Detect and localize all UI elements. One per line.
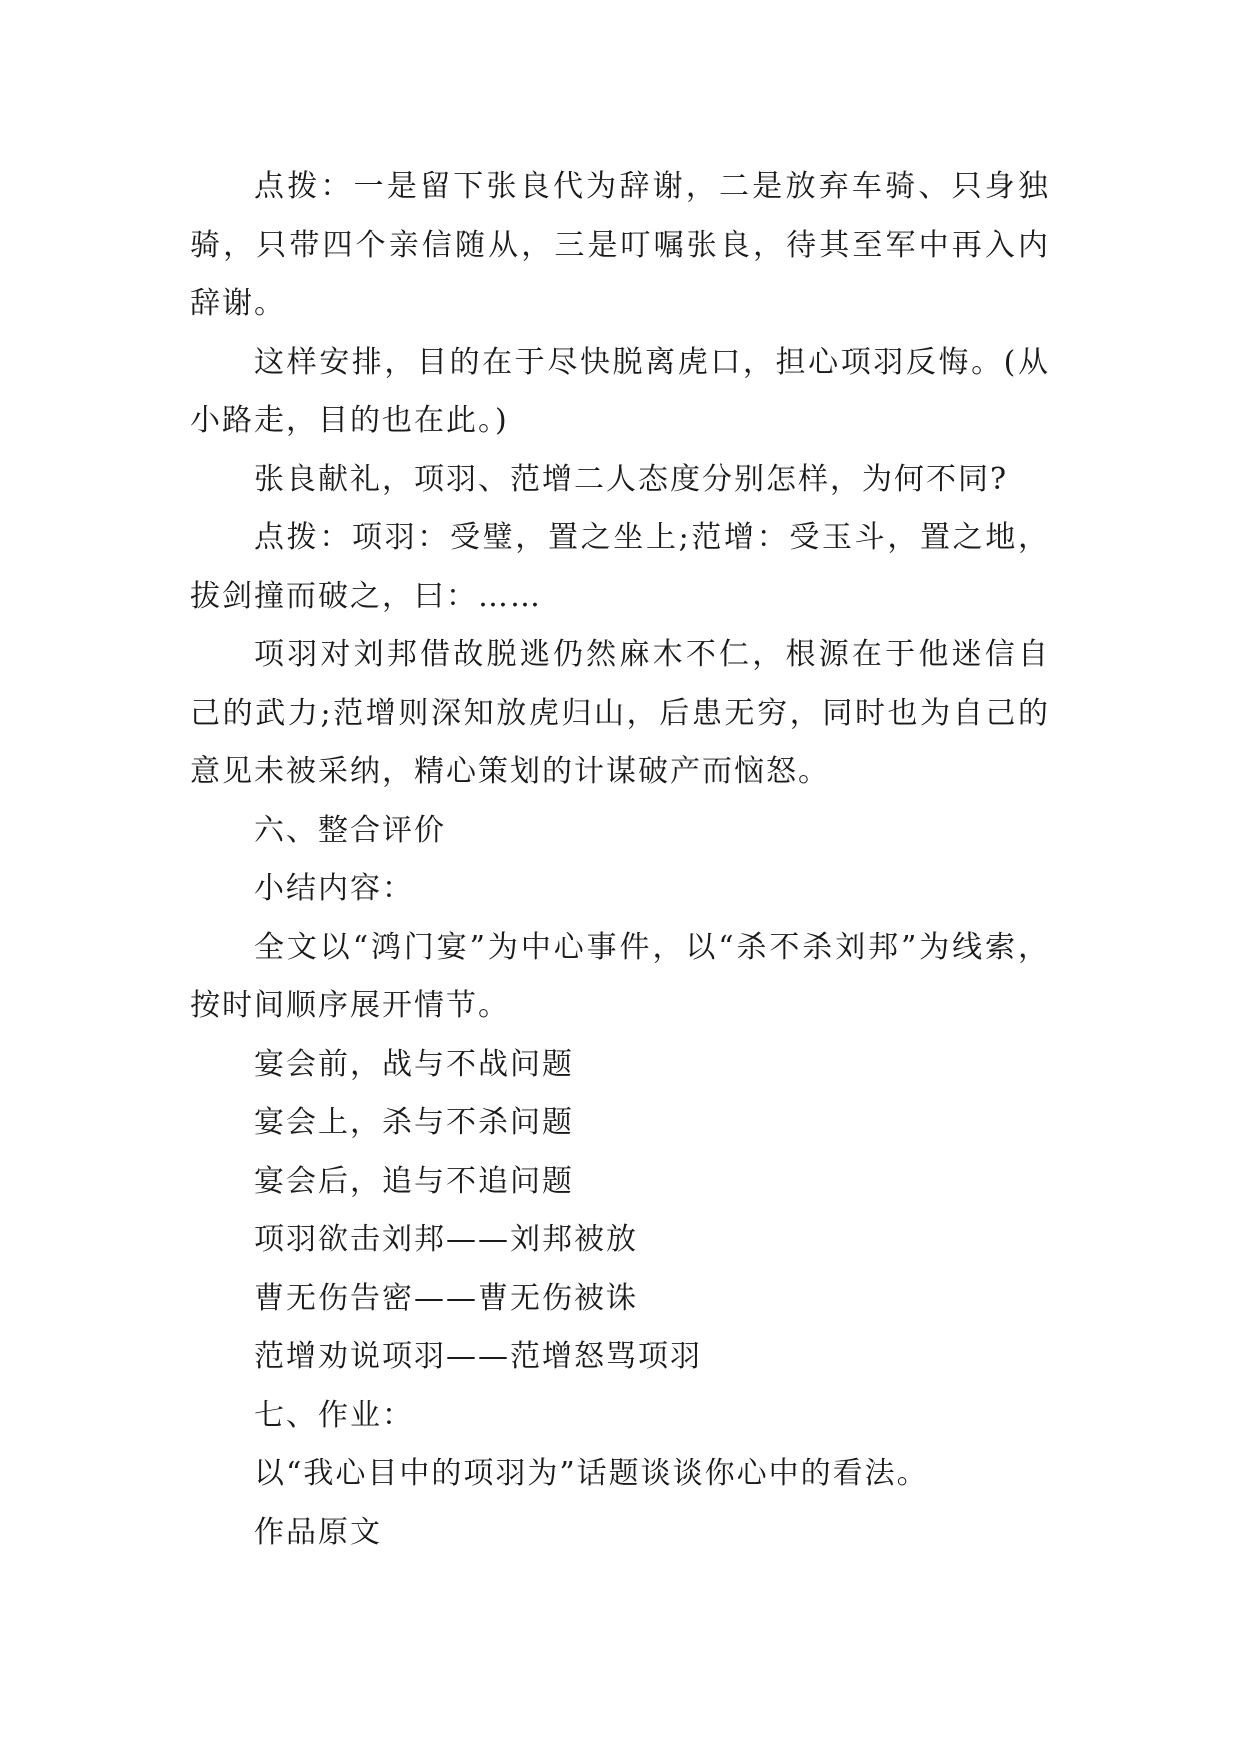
list-item-fanzeng: 范增劝说项羽——范增怒骂项羽 (254, 1339, 702, 1374)
list-item-before-banquet: 宴会前，战与不战问题 (254, 1046, 574, 1082)
list-item-caowushang: 曹无伤告密——曹无伤被诛 (254, 1280, 638, 1316)
paragraph-question: 张良献礼，项羽、范增二人态度分别怎样，为何不同? (254, 461, 1009, 497)
paragraph-arrangement: 这样安排，目的在于尽快脱离虎口，担心项羽反悔。(从小路走，目的也在此。) (190, 344, 1050, 438)
paragraph-hint-2: 点拨：项羽：受璧，置之坐上;范增：受玉斗，置之地，拔剑撞而破之，曰：…… (190, 520, 1050, 614)
paragraph-summary: 全文以“鸿门宴”为中心事件，以“杀不杀刘邦”为线索，按时间顺序展开情节。 (190, 929, 1050, 1023)
paragraph-hint-1: 点拨：一是留下张良代为辞谢，二是放弃车骑、只身独骑，只带四个亲信随从，三是叮嘱张良，待其至军中再入内辞谢。 (190, 169, 1050, 321)
section-heading-homework: 七、作业： (254, 1397, 414, 1433)
list-item-during-banquet: 宴会上，杀与不杀问题 (254, 1105, 574, 1140)
paragraph-original-text-label: 作品原文 (254, 1514, 382, 1550)
document-body (190, 158, 1050, 1562)
paragraph-analysis: 项羽对刘邦借故脱逃仍然麻木不仁，根源在于他迷信自己的武力;范增则深知放虎归山，后患无穷，同时也为自己的意见未被采纳，精心策划的计谋破产而恼怒。 (190, 637, 1050, 789)
paragraph-homework: 以“我心目中的项羽为”话题谈谈你心中的看法。 (254, 1456, 929, 1491)
paragraph-summary-label: 小结内容： (254, 871, 414, 906)
list-item-after-banquet: 宴会后，追与不追问题 (254, 1163, 574, 1199)
list-item-xiangyu: 项羽欲击刘邦——刘邦被放 (254, 1222, 638, 1257)
section-heading-evaluation: 六、整合评价 (254, 812, 446, 848)
